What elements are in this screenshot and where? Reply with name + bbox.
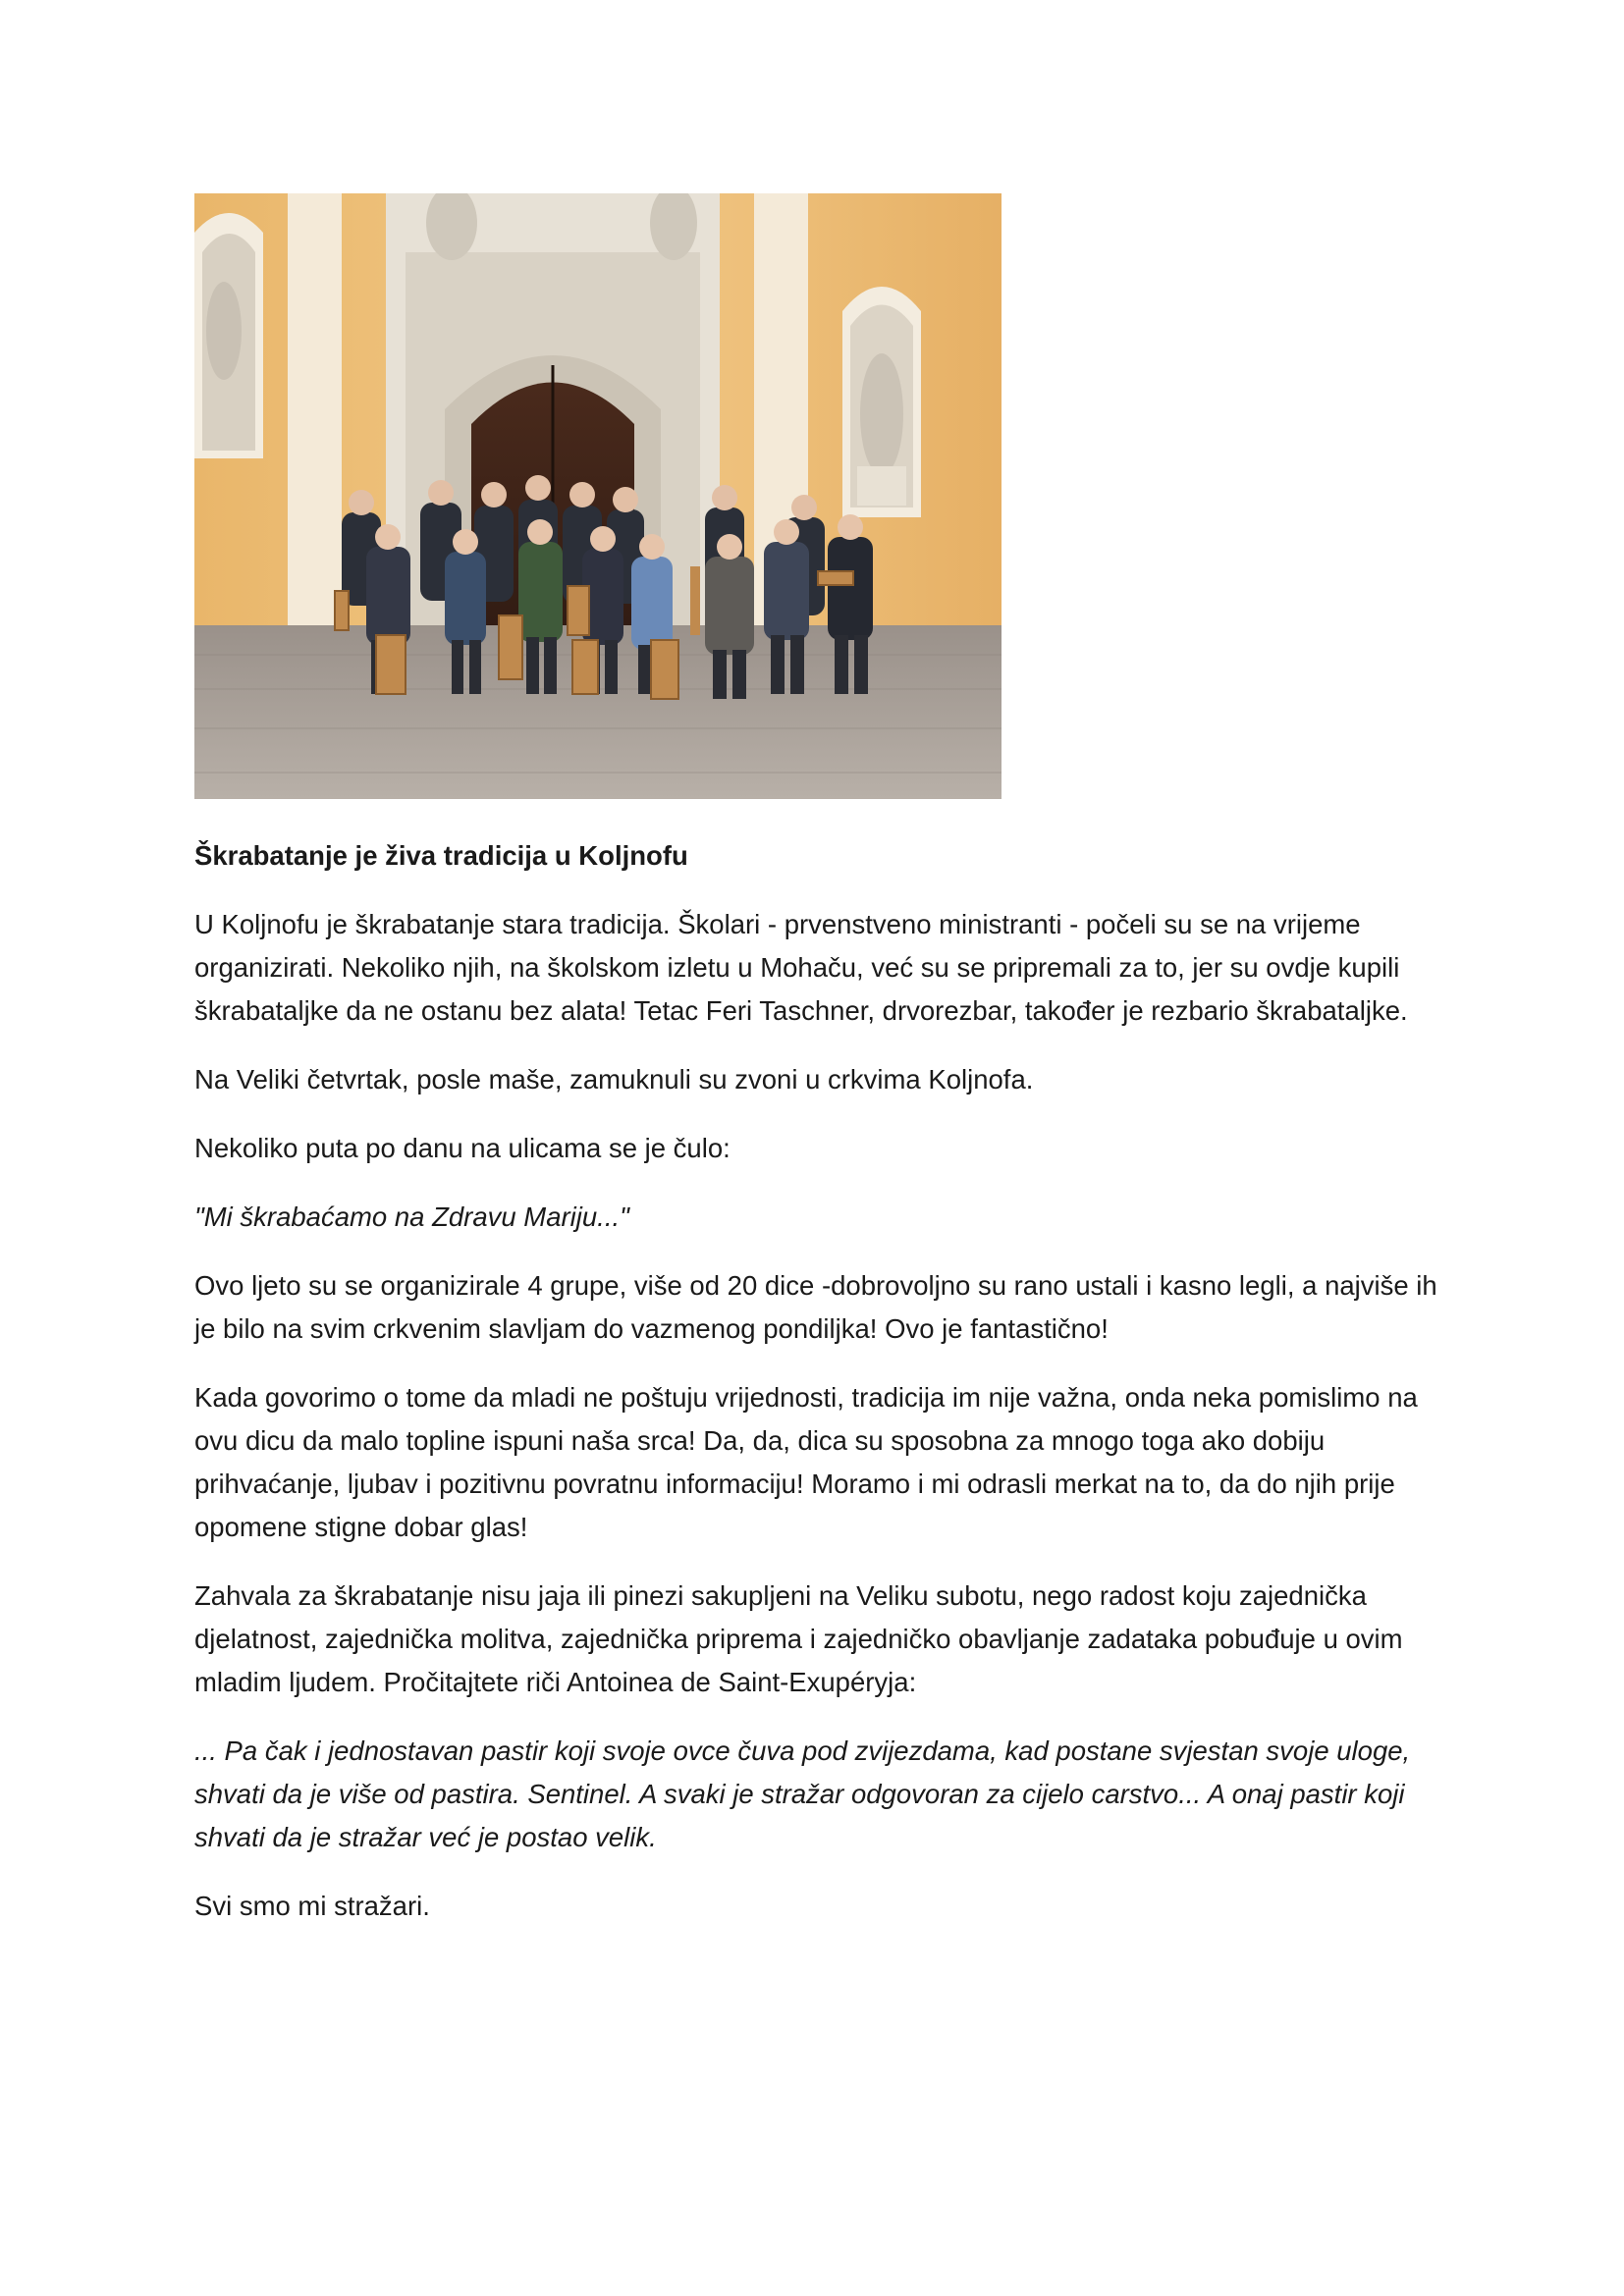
paragraph: Kada govorimo o tome da mladi ne poštuju vrijednosti, tradicija im nije važna, onda neka pomislimo na ovu dicu da malo topline ispuni naša srca! Da, da, dica su sposobna za mnogo toga ako dobiju prihvaćanje, ljubav i pozitivnu povratnu informaciju! Moramo i mi odrasli merkat na to, da do njih prije opomene stigne dobar glas! xyxy=(194,1382,1418,1542)
quote-paragraph: "Mi škrabaćamo na Zdravu Mariju..." xyxy=(194,1201,629,1232)
paragraph: Ovo ljeto su se organizirale 4 grupe, više od 20 dice -dobrovoljno su rano ustali i kasno legli, a najviše ih je bilo na svim crkvenim slavljam do vazmenog pondiljka! Ovo je fantastično! xyxy=(194,1270,1437,1344)
article xyxy=(194,834,1451,1953)
church-group-photo xyxy=(194,193,1001,799)
paragraph: Nekoliko puta po danu na ulicama se je čulo: xyxy=(194,1133,731,1163)
quote-paragraph: ... Pa čak i jednostavan pastir koji svoje ovce čuva pod zvijezdama, kad postane svjestan svoje uloge, shvati da je više od pastira. Sentinel. A svaki je stražar odgovoran za cijelo carstvo... A onaj pastir koji shvati da je stražar već je postao velik. xyxy=(194,1735,1411,1852)
paragraph: Zahvala za škrabatanje nisu jaja ili pinezi sakupljeni na Veliku subotu, nego radost koju zajednička djelatnost, zajednička molitva, zajednička priprema i zajedničko obavljanje zadataka pobuđuje u ovim mladim ljudem. Pročitajtete riči Antoinea de Saint-Exupéryja: xyxy=(194,1580,1403,1697)
paragraph: U Koljnofu je škrabatanje stara tradicija. Školari - prvenstveno ministranti - počeli su se na vrijeme organizirati. Nekoliko njih, na školskom izletu u Mohaču, već su se pripremali za to, jer su ovdje kupili škrabataljke da ne ostanu bez alata! Tetac Feri Taschner, drvorezbar, također je rezbario škrabataljke. xyxy=(194,909,1408,1026)
paragraph: Na Veliki četvrtak, posle maše, zamuknuli su zvoni u crkvima Koljnofa. xyxy=(194,1064,1034,1095)
closing-paragraph: Svi smo mi stražari. xyxy=(194,1891,430,1921)
article-title: Škrabatanje je živa tradicija u Koljnofu xyxy=(194,840,688,871)
